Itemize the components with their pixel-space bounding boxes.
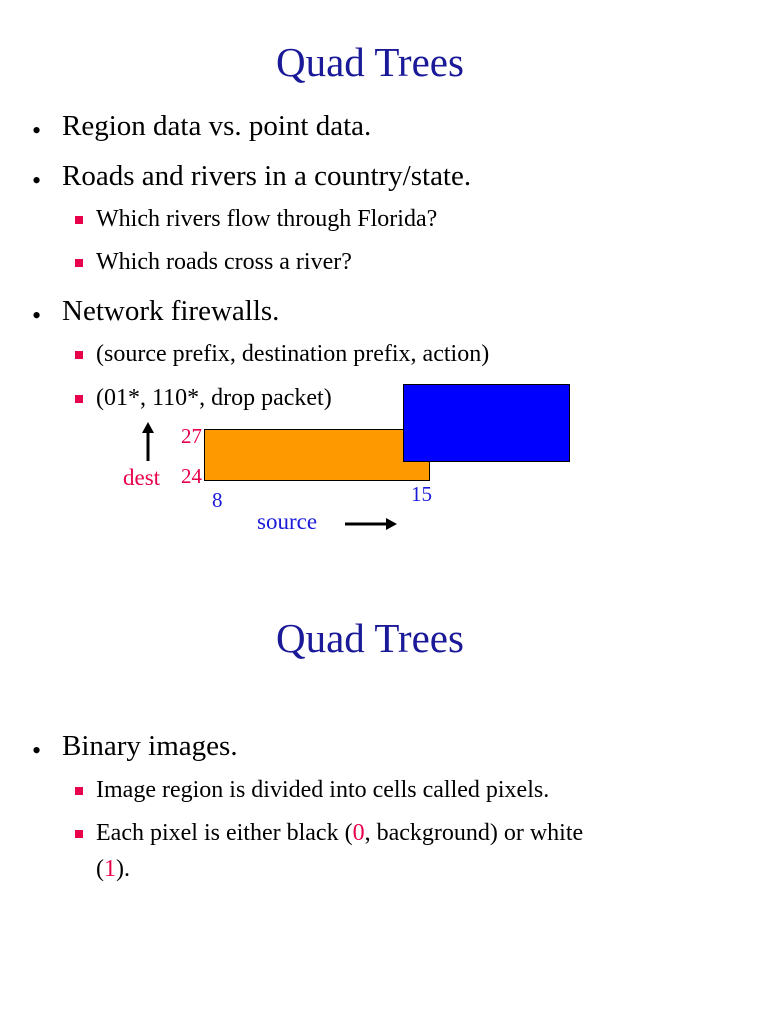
y-label-27: 27 — [181, 424, 202, 448]
bullet-dot-icon: • — [32, 301, 42, 330]
bullet-region-data: Region data vs. point data. — [62, 110, 372, 142]
sub-pixel-color-cont — [96, 856, 130, 883]
sub-pixel-color — [96, 820, 583, 847]
square-bullet-icon — [75, 787, 83, 795]
bullet-roads-rivers: Roads and rivers in a country/state. — [62, 160, 472, 192]
open-paren: ( — [96, 856, 104, 882]
source-axis-label: source — [257, 509, 318, 534]
bullet-dot-icon: • — [32, 116, 42, 145]
pixel-text-start: Each pixel is either black ( — [96, 820, 353, 846]
sub-image-region: Image region is divided into cells called pixels. — [96, 777, 550, 803]
bullet-dot-icon: • — [32, 736, 42, 765]
dest-axis-label: dest — [123, 465, 161, 490]
y-label-24: 24 — [181, 464, 202, 488]
square-bullet-icon — [75, 830, 83, 838]
x-label-15: 15 — [411, 482, 432, 506]
page-title-2: Quad Trees — [276, 615, 464, 661]
bullet-network-firewalls: Network firewalls. — [62, 295, 280, 327]
sub-drop-packet: (01*, 110*, drop packet) — [96, 385, 332, 411]
right-arrow-icon — [343, 514, 399, 534]
bullet-binary-images: Binary images. — [62, 730, 238, 762]
square-bullet-icon — [75, 395, 83, 403]
square-bullet-icon — [75, 351, 83, 359]
sub-roads-cross: Which roads cross a river? — [96, 249, 352, 275]
sub-rivers-florida: Which rivers flow through Florida? — [96, 206, 438, 232]
zero-value: 0 — [352, 820, 365, 846]
close-paren: ). — [116, 856, 130, 882]
x-label-8: 8 — [212, 488, 223, 512]
square-bullet-icon — [75, 259, 83, 267]
blue-rule-rectangle — [403, 384, 570, 462]
up-arrow-icon — [138, 421, 158, 463]
orange-rule-rectangle — [204, 429, 430, 481]
sub-source-dest-action: (source prefix, destination prefix, action) — [96, 341, 490, 367]
one-value: 1 — [104, 856, 116, 882]
bullet-dot-icon: • — [32, 166, 42, 195]
pixel-text-mid: , background) or white — [364, 820, 584, 846]
page-title: Quad Trees — [276, 39, 464, 85]
square-bullet-icon — [75, 216, 83, 224]
